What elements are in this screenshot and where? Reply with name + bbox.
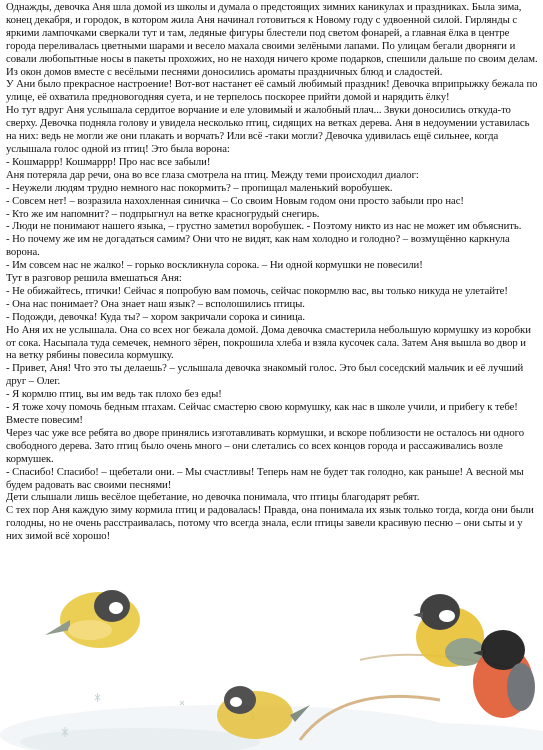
dialog-line: - Подожди, девочка! Куда ты? – хором закричали сорока и синица. bbox=[6, 310, 305, 323]
paragraph: Но Аня их не услышала. Она со всех ног бежала домой. Дома девочка смастерила небольшую кормушку из коробки от сока. Насыпала туда семечек, немного зёрен, покрошила хлеба и взяла кусочек сала. Затем Аня вышла во двор и на ветку рябины повесила кормушку. bbox=[6, 323, 531, 362]
dialog-line: - Но почему же им не догадаться самим? Они что не видят, как нам холодно и голодно? – возмущённо каркнула ворона. bbox=[6, 233, 510, 259]
bullfinch-bird-illustration bbox=[463, 622, 543, 732]
dialog-line: - Им совсем нас не жалко! – горько воскликнула сорока. – Ни одной кормушки не повесили! bbox=[6, 259, 423, 272]
dialog-line: - Совсем нет! – возразила нахохленная синичка – Со своим Новым годом они просто забыли про нас! bbox=[6, 194, 464, 207]
dialog-line: - Люди не понимают нашего языка, – грустно заметил воробушек. - Поэтому никто из нас не может им объяснить. bbox=[6, 220, 522, 233]
dialog-line: - Не обижайтесь, птички! Сейчас я попробую вам помочь, сейчас покормлю вас, вы только никуда не улетайте! bbox=[6, 284, 508, 297]
dialog-line: - Привет, Аня! Что это ты делаешь? – услышала девочка знакомый голос. Это был соседский мальчик и её лучший друг – Олег. bbox=[6, 362, 524, 388]
oleg-line-start: - Я кормлю птиц, вы bbox=[6, 388, 102, 401]
paragraph: Однажды, девочка Аня шла домой из школы и думала о предстоящих зимних каникулах и праздниках. Была зима, конец декабря, и городок, в котором жила Аня начинал готовиться к Новому году с удвоенной силой. Гирлянды с яркими лампочками сверкали тут и там, ледяные фигуры блестели под светом фонарей, а главная ёлка в центре города переливалась цветными шарами и весело махала своими зелёными лапами. По улицам бегали дворняги и совали любопытные носы в пакеты прохожих, но не находя ничего кроме подарков, спешили дальше по своим делам. Из окон домов вместе с весёлыми песнями доносились ароматы праздничных блюд и сладостей. bbox=[6, 1, 538, 78]
paragraph: Тут в разговор решила вмешаться Аня: bbox=[6, 272, 182, 285]
dialog-line bbox=[6, 388, 538, 401]
dialog-line: - Кошмаррр! Кошмаррр! Про нас все забыли! bbox=[6, 155, 211, 168]
paragraph: С тех пор Аня каждую зиму кормила птиц и радовалась! Правда, она понимала их язык только тогда, когда они были голодны, но не очень расстраивалась, потому что всегда знала, если птицы завели красивую песню – они сыты и у них зимой всё хорошо! bbox=[6, 504, 534, 543]
paragraph: Через час уже все ребята во дворе принялись изготавливать кормушки, и вскоре поблизости не осталось ни одного свободного дерева. Зато птиц было очень много – они слетались со всех концов города и рассаживались возле кормушек. bbox=[6, 426, 524, 465]
dialog-line: - Спасибо! Спасибо! – щебетали они. – Мы счастливы! Теперь нам не будет так голодно, как раньше! А весной мы будем радовать вас своими песнями! bbox=[6, 465, 524, 491]
paragraph: Аня потеряла дар речи, она во все глаза смотрела на птиц. Между теми происходил диалог: bbox=[6, 168, 419, 181]
paragraph: Но тут вдруг Аня услышала сердитое ворчание и еле уловимый и жалобный плач... Звуки доносились откуда-то сверху. Девочка подняла голову и увидела несколько птиц, сидящих на ветках дерева. Аня в недоумении уставилась на них: ведь не могли же они плакать и ворчать? Или всё -таки могли? Девочка удивилась ещё сильнее, когда услышала голос одной из птиц! Это была ворона: bbox=[6, 104, 530, 155]
story-text bbox=[6, 1, 538, 543]
paragraph: У Ани было прекрасное настроение! Вот-вот настанет её самый любимый праздник! Девочка вприпрыжку бежала по улице, её охватила предновогодняя суета, и не терпелось поскорее прийти домой и нарядить ёлку! bbox=[6, 78, 538, 104]
feeder-line-text: им ведь так плохо без еды! bbox=[101, 388, 222, 401]
dialog-line: - Я тоже хочу помочь бедным птахам. Сейчас смастерю свою кормушку, как нас в школе учили, и прибегу к тебе! Вместе повесим! bbox=[6, 401, 518, 426]
paragraph: Дети слышали лишь весёлое щебетание, но девочка понимала, что птицы благодарят ребят. bbox=[6, 491, 420, 504]
dialog-line: - Она нас понимает? Она знает наш язык? – всполошились птицы. bbox=[6, 297, 305, 310]
dialog-line: - Неужели людям трудно немного нас покормить? – пропищал маленький воробушек. bbox=[6, 181, 393, 194]
tit-bird-left-illustration bbox=[40, 560, 160, 670]
dialog-line: - Кто же им напомнит? – подпрыгнул на ветке красногрудый снегирь. bbox=[6, 207, 320, 220]
tit-bird-right-illustration bbox=[395, 582, 505, 682]
tit-bird-bottom-illustration bbox=[200, 660, 310, 750]
